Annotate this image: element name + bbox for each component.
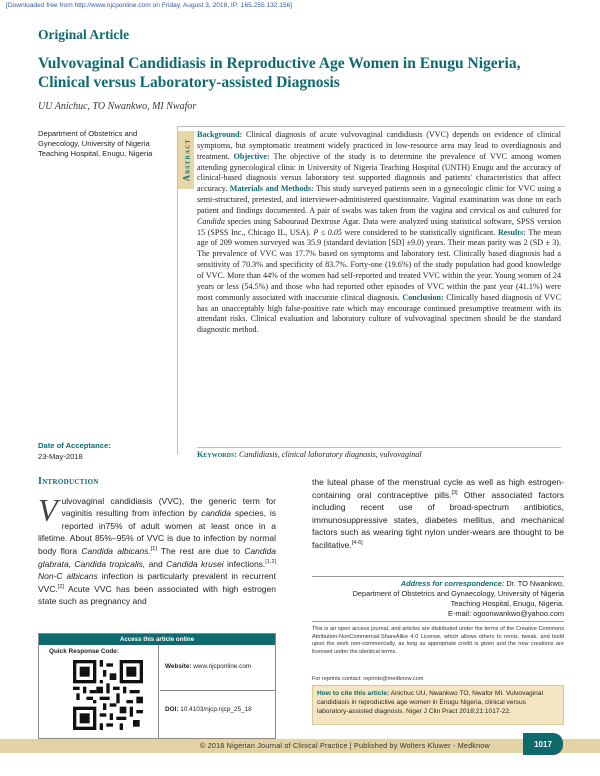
abstract-body bbox=[197, 130, 561, 336]
p-value: P ≤ 0.05 bbox=[313, 227, 342, 237]
website-cell bbox=[160, 645, 276, 691]
citation-ref[interactable]: [1,2] bbox=[265, 558, 276, 565]
methods-text-3: were considered to be statistically significant. bbox=[344, 227, 496, 237]
footer-text: © 2018 Nigerian Journal of Clinical Practice | Published by Wolters Kluwer - Medknow bbox=[200, 741, 490, 750]
access-online-box bbox=[38, 633, 276, 739]
correspondence-line: Teaching Hospital, Enugu, Nigeria. bbox=[450, 599, 564, 608]
keywords-heading: Keywords: bbox=[197, 450, 237, 459]
intro-italic: Non-C albicans bbox=[38, 571, 98, 582]
intro-text: The rest are due to bbox=[160, 545, 241, 556]
intro-italic: candida bbox=[201, 508, 231, 519]
correspondence-label: Address for correspondence: bbox=[400, 579, 505, 588]
access-heading: Access this article online bbox=[39, 634, 275, 645]
intro-column-left bbox=[38, 476, 276, 608]
objective-text: The objective of the study is to determine the prevalence of VVC among women attending gynecological clinic in University of Nigeria Teaching Hospital (UNTH) Enugu and the accuracy of clinical-based diagnosis versus laboratory test supported diagnosis and patients' characteristics that affect accuracy. bbox=[197, 151, 561, 194]
website-link[interactable]: www.njcponline.com bbox=[193, 663, 252, 670]
background-text: Clinical diagnosis of acute vulvovaginal candidiasis (VVC) depends on evidence of clinical symptoms, but symptomatic treatment widely practiced in low-resource area may lead to overdiagnosis and treatment. bbox=[197, 130, 561, 161]
keywords-text: Candidiasis, clinical laboratory diagnosis, vulvovaginal bbox=[239, 450, 422, 459]
citation-ref[interactable]: [1] bbox=[150, 546, 157, 553]
methods-italic: Candida bbox=[197, 216, 225, 226]
conclusion-heading: Conclusion: bbox=[402, 292, 444, 302]
correspondence-line: Department of Obstetrics and Gynaecology, University of Nigeria bbox=[352, 589, 564, 598]
doi-label: DOI: bbox=[165, 706, 179, 713]
qr-code-icon[interactable] bbox=[73, 660, 143, 730]
intro-text: Other associated factors including recent use of broad-spectrum antibiotics, immunosuppressive states, diabetes mellitus, and mechanical factors such as wearing tight nylon under-wears are thought to be facilitative. bbox=[312, 489, 564, 550]
abstract-tab-label: Abstract bbox=[181, 138, 191, 182]
intro-column-right bbox=[312, 476, 564, 552]
results-heading: Results: bbox=[497, 227, 526, 237]
intro-text: species, is reported in75% of adult women at least once in a lifetime. About 85%–95% of VVC is due to infection by normal body flora bbox=[38, 508, 276, 556]
doi-cell bbox=[160, 692, 276, 738]
intro-heading: Introduction bbox=[38, 476, 99, 487]
website-label: Website: bbox=[165, 663, 192, 670]
reprints-contact: For reprints contact: reprints@medknow.com bbox=[312, 676, 424, 682]
keywords bbox=[197, 447, 561, 460]
footer-band bbox=[0, 739, 600, 753]
qr-label: Quick Response Code: bbox=[49, 648, 119, 655]
doi-link[interactable]: 10.4103/njcp.njcp_25_18 bbox=[180, 706, 252, 713]
cite-text: Anichuc UU, Nwankwo TO, Nwafor MI. Vulvovaginal candidiasis in reproductive age women in Enugu Nigeria, clinical versus laboratory-assisted diagnosis. Niger J Clin Pract 2018;21:1017-22. bbox=[317, 690, 543, 715]
results-text: The mean age of 209 women surveyed was 35.9 (standard deviation [SD] ±9.0) years. Their mean parity was 2 (SD ± 3). The prevalence of VVC was 17.7% based on symptoms and laboratory test. Clinically based diagnosis had a sensitivity of 70.3% and specificity of 83.7%. Forty-one (19.6%) of the study population had good knowledge of VVC. More than 44% of the women had self-reported and treated VVC within the year. Young women of 24 years or less (54.5%) and those who had reported other episodes of VVC within the past year (41.1%) were most commonly associated with inaccurate clinical diagnosis. bbox=[197, 227, 562, 302]
drop-cap: V bbox=[38, 491, 58, 528]
intro-text: Acute VVC has been associated with high estrogen state such as pregnancy and bbox=[38, 583, 276, 607]
cite-label: How to cite this article: bbox=[317, 690, 390, 697]
intro-text: infection is particularly prevalent in recurrent VVC. bbox=[38, 571, 276, 594]
citation-box bbox=[312, 685, 564, 725]
conclusion-text: Clinically based diagnosis of VVC has an unacceptably high false-positive rate which may encourage continued presumptive treatment with its attendant risks. Clinical evaluation and laboratory culture of vulvovaginal specimen should be the standard diagnostic method. bbox=[197, 292, 561, 335]
abstract-tab bbox=[178, 131, 194, 189]
intro-italic: Candida albicans. bbox=[81, 545, 151, 556]
citation-ref[interactable]: [2] bbox=[57, 583, 64, 590]
intro-italic: Candida krusei bbox=[166, 558, 224, 569]
acceptance-label: Date of Acceptance: bbox=[38, 441, 111, 450]
methods-text-2: species using Sabouraud Dextrose Agar. Data were analyzed using statistical software, SPSS version 15 (SPSS Inc., Chicago IL, USA). bbox=[197, 216, 561, 237]
intro-text: the luteal phase of the menstrual cycle as well as high estrogen-containing oral contraceptive pills. bbox=[312, 477, 564, 500]
objective-heading: Objective: bbox=[233, 151, 270, 161]
page-number: 1017 bbox=[523, 733, 563, 755]
license-text: This is an open access journal, and articles are distributed under the terms of the Creative Commons Attribution-NonCommercial-ShareAlike 4.0 License, which allows others to remix, tweak, and build upon the work non-commercially, as long as appropriate credit is given and the new creations are licensed under the identical terms. bbox=[312, 621, 564, 656]
acceptance-date: 23-May-2018 bbox=[38, 451, 83, 461]
correspondence-name: Dr. TO Nwankwo, bbox=[506, 579, 564, 588]
acceptance-info bbox=[38, 441, 111, 462]
citation-ref[interactable]: [3] bbox=[451, 489, 458, 496]
intro-text: and bbox=[148, 558, 163, 569]
article-type: Original Article bbox=[38, 27, 130, 42]
methods-text: This study surveyed patients seen in a gynecologic clinic for VVC using a semi-structured, pretested, and interviewer-administered questionnaire. Vaginal examination was done on each patient and findings documented. A pair of swabs was taken from the vagina and cervical os and cultured for bbox=[197, 184, 562, 215]
citation-ref[interactable]: [4-6] bbox=[351, 540, 363, 547]
qr-cell bbox=[39, 645, 159, 738]
background-heading: Background: bbox=[197, 130, 243, 139]
authors: UU Anichuc, TO Nwankwo, MI Nwafor bbox=[38, 101, 197, 112]
download-banner: [Downloaded free from http://www.njcponline.com on Friday, August 3, 2018, IP: 165.255.132.156] bbox=[6, 2, 293, 9]
intro-italic: Candida glabrata, Candida tropicalis, bbox=[38, 545, 276, 569]
intro-text: ulvovaginal candidiasis (VVC), the generic term for vaginitis resulting from infection by bbox=[61, 495, 276, 519]
affiliation: Department of Obstetrics and Gynecology, University of Nigeria Teaching Hospital, Enugu, Nigeria bbox=[38, 129, 153, 158]
correspondence-block bbox=[312, 576, 564, 619]
intro-text: infections. bbox=[227, 558, 266, 569]
methods-heading: Materials and Methods: bbox=[229, 184, 314, 194]
correspondence-email[interactable]: E-mail: ogoonwankwo@yahoo.com bbox=[448, 609, 564, 618]
article-title: Vulvovaginal Candidiasis in Reproductive Age Women in Enugu Nigeria, Clinical versus Laboratory-assisted Diagnosis bbox=[38, 55, 521, 91]
